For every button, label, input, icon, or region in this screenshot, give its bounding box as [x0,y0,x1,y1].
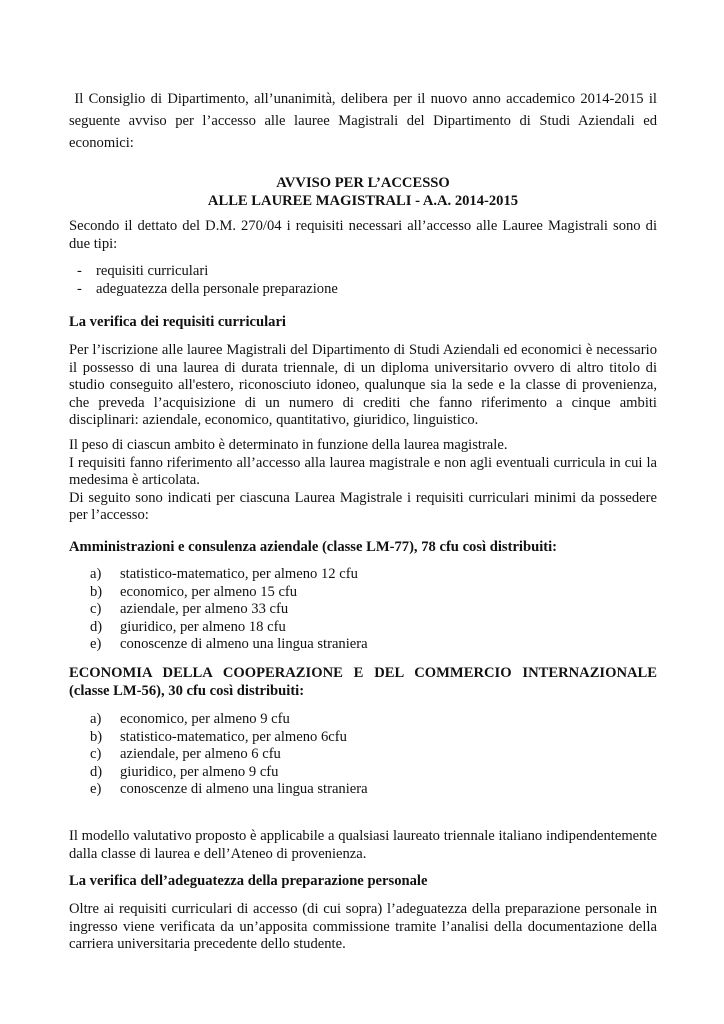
list-item-text: statistico-matematico, per almeno 6cfu [120,728,347,745]
model-note: Il modello valutativo proposto è applicabile a qualsiasi laureato triennale italiano indipendentemente dalla classe di laurea e dell’Ateneo di provenienza. [69,828,657,862]
list-item [69,764,657,782]
list-item [69,729,657,747]
notice-title [69,175,657,210]
requirement-types-list [69,263,657,298]
list-item-text: adeguatezza della personale preparazione [96,280,338,297]
list-item [69,746,657,764]
list-item [69,584,657,602]
list-marker: a) [90,566,102,582]
list-marker: b) [90,728,103,745]
list-item [69,636,657,654]
section1-paragraph2 [69,437,657,525]
list-marker: d) [90,618,103,635]
list-item [69,281,657,299]
list-marker: e) [90,636,102,652]
list-marker: - [77,280,82,297]
degree1-requirements-list [69,566,657,654]
list-marker: b) [90,583,103,600]
section1-heading: La verifica dei requisiti curriculari [69,314,286,330]
list-item-text: giuridico, per almeno 9 cfu [120,763,279,780]
section1-paragraph2-line3: Di seguito sono indicati per ciascuna Laurea Magistrale i requisiti curriculari minimi da possedere per l’accesso: [69,489,657,523]
list-marker: e) [90,781,102,797]
list-item-text: giuridico, per almeno 18 cfu [120,618,286,635]
degree2-requirements-list [69,711,657,799]
section1-paragraph1: Per l’iscrizione alle lauree Magistrali del Dipartimento di Studi Aziendali ed economici è necessario il possesso di una laurea di durata triennale, di un diploma universitario ovvero di altro titolo di studio conseguito all'estero, riconosciuto idoneo, qualunque sia la sede e la classe di provenienza, che preveda l’acquisizione di un numero di crediti che fanno riferimento a cinque ambiti disciplinari: aziendale, economico, quantitativo, giuridico, linguistico. [69,342,657,428]
list-item-text: conoscenze di almeno una lingua straniera [120,636,368,652]
section1-paragraph2-line2: I requisiti fanno riferimento all’accesso alla laurea magistrale e non agli eventuali curricula in cui la medesima è articolata. [69,454,657,488]
list-item-text: aziendale, per almeno 6 cfu [120,746,281,762]
list-item [69,781,657,799]
list-item [69,619,657,637]
list-item-text: requisiti curriculari [96,263,209,279]
list-marker: c) [90,746,102,762]
list-marker: d) [90,763,103,780]
intro-text: Il Consiglio di Dipartimento, all’unanimità, delibera per il nuovo anno accademico 2014-2015 il seguente avviso per l’accesso alle lauree Magistrali del Dipartimento di Studi Aziendali ed economici: [69,91,657,151]
list-marker: - [77,263,82,279]
list-item [69,566,657,584]
list-item [69,601,657,619]
section2-heading: La verifica dell’adeguatezza della preparazione personale [69,873,428,889]
notice-title-line2: ALLE LAUREE MAGISTRALI - A.A. 2014-2015 [207,192,519,209]
requirements-intro: Secondo il dettato del D.M. 270/04 i requisiti necessari all’accesso alle Lauree Magistrali sono di due tipi: [69,218,657,252]
degree1-heading: Amministrazioni e consulenza aziendale (classe LM-77), 78 cfu così distribuiti: [69,539,558,555]
list-item-text: economico, per almeno 9 cfu [120,711,290,727]
list-item-text: economico, per almeno 15 cfu [120,583,298,600]
list-marker: a) [90,711,102,727]
list-item [69,263,657,281]
list-item-text: conoscenze di almeno una lingua straniera [120,781,368,797]
list-marker: c) [90,601,102,617]
section1-paragraph2-line1: Il peso di ciascun ambito è determinato in funzione della laurea magistrale. [69,437,508,453]
list-item [69,711,657,729]
intro-paragraph [69,88,657,154]
degree2-heading: ECONOMIA DELLA COOPERAZIONE E DEL COMMERCIO INTERNAZIONALE (classe LM-56), 30 cfu così distribuiti: [69,665,657,699]
list-item-text: statistico-matematico, per almeno 12 cfu [120,566,358,582]
section2-paragraph: Oltre ai requisiti curriculari di accesso (di cui sopra) l’adeguatezza della preparazione personale in ingresso viene verificata da un’apposita commissione tramite l’analisi della documentazione della carriera universitaria precedente dello studente. [69,901,657,952]
list-item-text: aziendale, per almeno 33 cfu [120,601,289,617]
notice-title-line1: AVVISO PER L’ACCESSO [276,175,450,191]
